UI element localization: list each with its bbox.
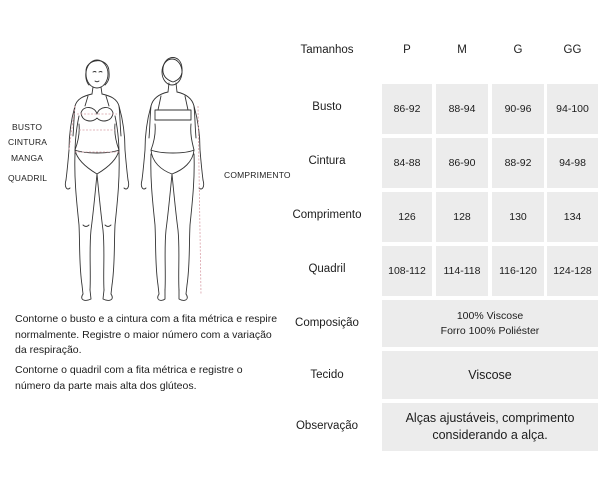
label-sleeve: MANGA [11, 153, 44, 163]
hip-instructions: Contorne o quadril com a fita métrica e registre o número da parte mais alta dos glúteos. [15, 364, 243, 392]
back-figure [141, 58, 203, 301]
length-p: 126 [382, 192, 432, 242]
front-figure [65, 60, 128, 300]
row-label-bust: Busto [312, 101, 342, 113]
composition-cell [382, 300, 598, 347]
row-label-notes: Observação [295, 420, 358, 432]
size-header-g: G [513, 44, 523, 56]
table-header-sizes: Tamanhos [300, 44, 354, 56]
fabric-cell [382, 351, 598, 399]
row-label-length: Comprimento [292, 209, 362, 221]
fabric-value: Viscose [468, 368, 512, 382]
hip-m: 114-118 [436, 246, 488, 296]
bust-m: 88-94 [436, 84, 488, 134]
bust-g: 90-96 [492, 84, 544, 134]
label-length: COMPRIMENTO [224, 170, 291, 180]
length-gg: 134 [547, 192, 598, 242]
notes-line-2: considerando a alça. [432, 428, 548, 442]
row-label-composition: Composição [295, 317, 359, 329]
label-hip: QUADRIL [8, 173, 48, 183]
waist-gg: 94-98 [547, 138, 598, 188]
row-label-fabric: Tecido [310, 369, 344, 381]
bust-p: 86-92 [382, 84, 432, 134]
composition-line-1: 100% Viscose [456, 309, 524, 322]
waist-g: 88-92 [492, 138, 544, 188]
label-bust: BUSTO [12, 122, 43, 132]
waist-p: 84-88 [382, 138, 432, 188]
length-m: 128 [436, 192, 488, 242]
hip-p: 108-112 [382, 246, 432, 296]
notes-line-1: Alças ajustáveis, comprimento [405, 411, 575, 425]
notes-cell [382, 403, 598, 451]
waist-m: 86-90 [436, 138, 488, 188]
label-waist: CINTURA [8, 137, 48, 147]
length-g: 130 [492, 192, 544, 242]
body-measurement-illustration [55, 50, 220, 315]
bust-waist-instructions: Contorne o busto e a cintura com a fita métrica e respire normalmente. Registre o maior número com a variação da respiração. [15, 313, 278, 356]
row-label-waist: Cintura [308, 155, 346, 167]
size-header-m: M [457, 44, 467, 56]
size-header-gg: GG [563, 44, 582, 56]
hip-g: 116-120 [492, 246, 544, 296]
composition-line-2: Forro 100% Poliéster [440, 324, 540, 337]
bust-gg: 94-100 [547, 84, 598, 134]
hip-gg: 124-128 [547, 246, 598, 296]
row-label-hip: Quadril [308, 263, 346, 275]
size-header-p: P [403, 44, 411, 56]
